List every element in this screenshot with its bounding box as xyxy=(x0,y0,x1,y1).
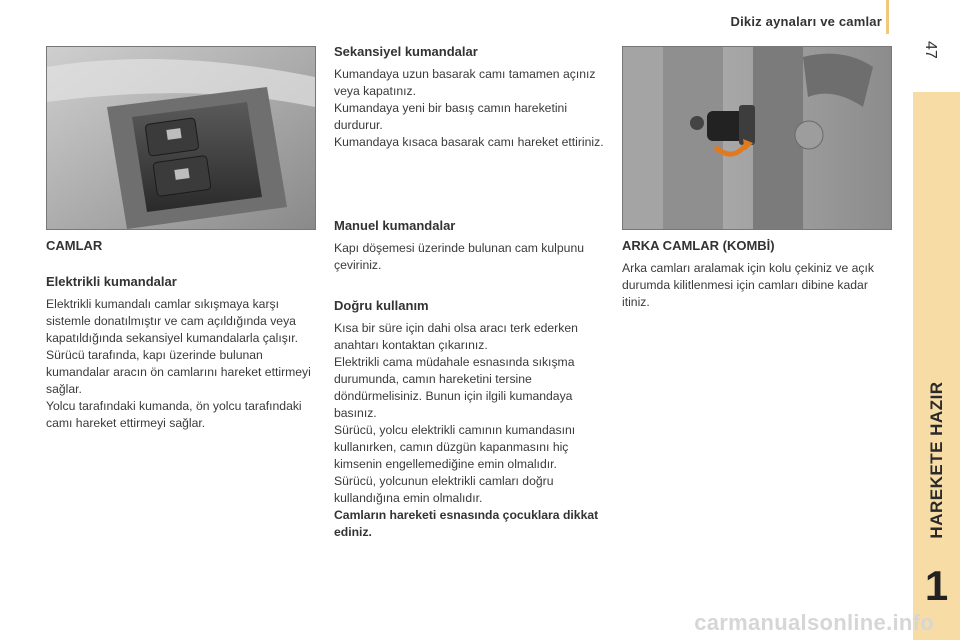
paragraph: Elektrikli cama müdahale esnasında sıkışma durumunda, camın hareketini tersine döndürmelisiniz. Bunun için ilgili kumandaya basınız. xyxy=(334,355,575,420)
header-divider xyxy=(886,0,889,34)
window-switch-photo xyxy=(46,46,316,230)
paragraph: Kapı döşemesi üzerinde bulunan cam kulpunu çeviriniz. xyxy=(334,241,585,272)
subtitle-correct-use: Doğru kullanım xyxy=(334,298,429,313)
paragraph: Elektrikli kumandalı camlar sıkışmaya karşı sistemle donatılmıştır ve cam açıldığında veya kapatıldığında sekansiyel kumandalarla çalışır. xyxy=(46,297,299,345)
paragraph: Sürücü tarafında, kapı üzerinde bulunan kumandalar aracın ön camlarını hareket ettirmeyi sağlar. xyxy=(46,348,311,396)
subtitle-sequential-controls: Sekansiyel kumandalar xyxy=(334,44,478,59)
chapter-side-label xyxy=(913,360,960,560)
rear-window-latch-illustration xyxy=(623,47,891,229)
paragraph: Yolcu tarafındaki kumanda, ön yolcu tarafındaki camı hareket ettirmeyi sağlar. xyxy=(46,399,302,430)
section-title-windows: CAMLAR xyxy=(46,238,103,253)
manual-controls-text xyxy=(334,240,604,274)
paragraph: Sürücü, yolcunun elektrikli camları doğru kullandığına emin olmalıdır. xyxy=(334,474,554,505)
section-title-rear-windows: ARKA CAMLAR (KOMBİ) xyxy=(622,238,775,253)
paragraph: Arka camları aralamak için kolu çekiniz ve açık durumda kilitlenmesi için camları dibine kadar itiniz. xyxy=(622,261,874,309)
running-header: Dikiz aynaları ve camlar xyxy=(730,14,882,29)
chapter-number: 1 xyxy=(924,562,949,609)
chapter-title: HAREKETE HAZIR xyxy=(926,381,946,539)
paragraph: Kısa bir süre için dahi olsa aracı terk ederken anahtarı kontaktan çıkarınız. xyxy=(334,321,578,352)
watermark: carmanualsonline.info xyxy=(694,610,934,635)
child-safety-warning: Camların hareketi esnasında çocuklara dikkat ediniz. xyxy=(334,508,599,539)
subtitle-manual-controls: Manuel kumandalar xyxy=(334,218,456,233)
electric-controls-text xyxy=(46,296,318,432)
page-number: 47 xyxy=(922,41,939,59)
subtitle-electric-controls: Elektrikli kumandalar xyxy=(46,274,177,289)
correct-use-text xyxy=(334,320,606,541)
window-switch-illustration xyxy=(47,47,315,229)
sequential-controls-text xyxy=(334,66,604,151)
paragraph: Sürücü, yolcu elektrikli camının kumandasını kullanırken, camın düzgün kapanmasını hiç kimsenin engellemediğine emin olmalıdır. xyxy=(334,423,576,471)
rear-window-latch-photo xyxy=(622,46,892,230)
rear-windows-text xyxy=(622,260,892,311)
paragraph: Kumandaya kısaca basarak camı hareket ettiriniz. xyxy=(334,135,604,149)
paragraph: Kumandaya uzun basarak camı tamamen açınız veya kapatınız. xyxy=(334,67,596,98)
paragraph: Kumandaya yeni bir basış camın hareketini durdurur. xyxy=(334,101,568,132)
